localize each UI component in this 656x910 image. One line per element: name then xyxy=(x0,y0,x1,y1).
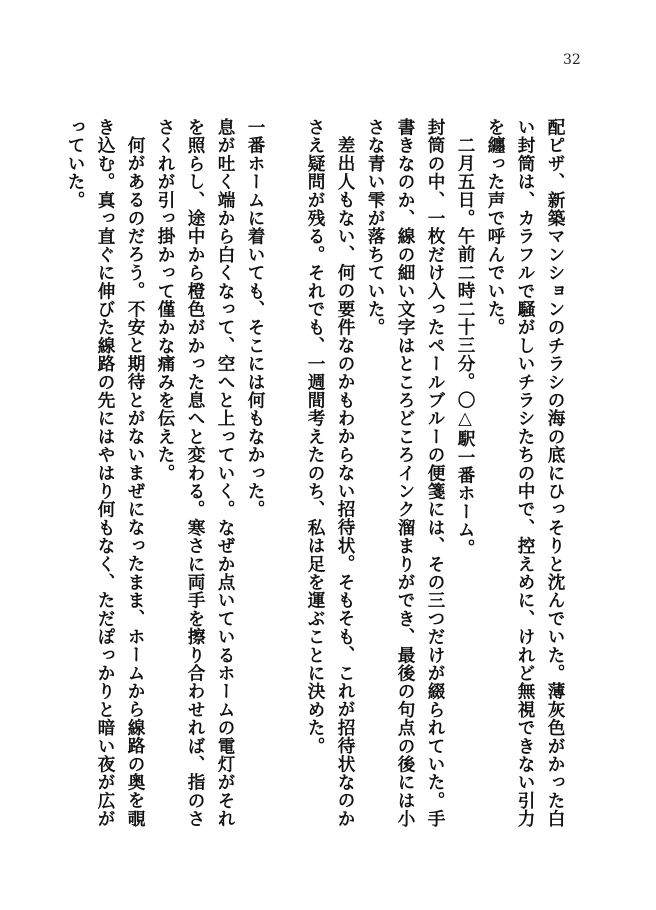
blank-line xyxy=(270,118,300,830)
novel-text-body xyxy=(65,118,570,830)
paragraph: 息が吐く端から白くなって、空へと上っていく。なぜか点いているホームの電灯がそれを照らし、途中から橙色がかった息へと変わる。寒さに両手を擦り合わせれば、指のささくれが引っ掛かって僅かな痛みを伝えた。 xyxy=(155,118,235,828)
paragraph: 何があるのだろう。不安と期待とがないまぜになったまま、ホームから線路の奥を覗き込む。真っ直ぐに伸びた線路の先にはやはり何もなく、ただぽっかりと暗い夜が広がっていた。 xyxy=(65,118,145,828)
paragraph: 封筒の中、一枚だけ入ったペールブルーの便箋には、その三つだけが綴られていた。手書きなのか、線の細い文字はところどころインク溜まりができ、最後の句点の後には小さな青い雫が落ちていた。 xyxy=(365,118,445,828)
paragraph: 差出人もない、何の要件なのかもわからない招待状。そもそも、これが招待状なのかさえ疑問が残る。それでも、一週間考えたのち、私は足を運ぶことに決めた。 xyxy=(305,118,355,828)
paragraph: 二月五日。午前二時二十三分。〇△駅一番ホーム。 xyxy=(455,135,475,557)
page-number: 32 xyxy=(563,52,581,68)
paragraph: 配ピザ、新築マンションのチラシの海の底にひっそりと沈んでいた。薄灰色がかった白い封筒は、カラフルで騒がしいチラシたちの中で、控えめに、けれど無視できない引力を纏った声で呼んでいた。 xyxy=(485,118,565,828)
paragraph: 一番ホームに着いても、そこには何もなかった。 xyxy=(245,118,265,519)
